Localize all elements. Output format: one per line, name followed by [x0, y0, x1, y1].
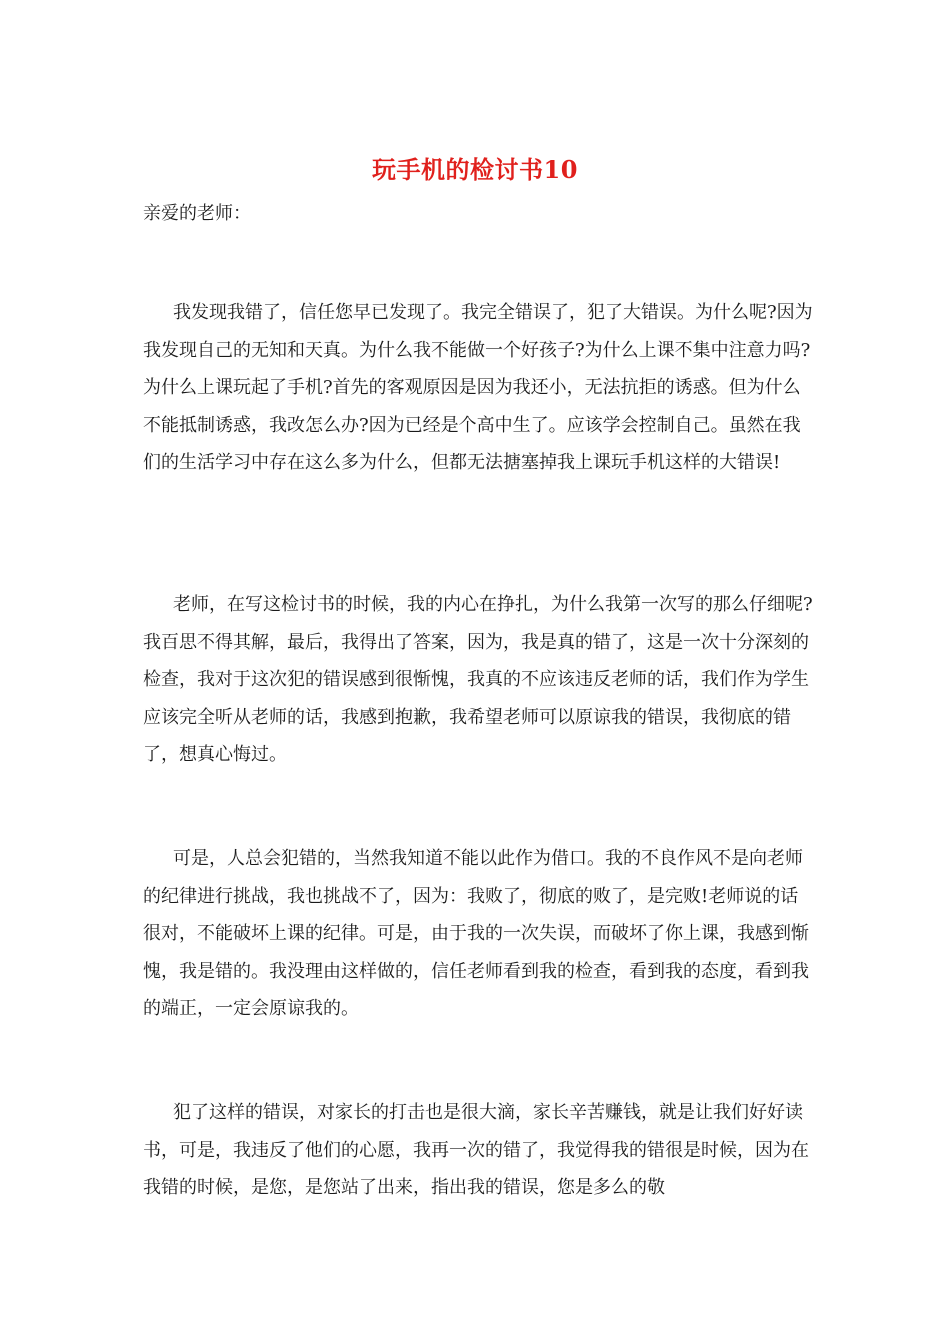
paragraph-3: 可是，人总会犯错的，当然我知道不能以此作为借口。我的不良作风不是向老师的纪律进行挑战，我也挑战不了，因为：我败了，彻底的败了，是完败!老师说的话很对，不能破坏上课的纪律。可是，由于我的一次失误，而破坏了你上课，我感到惭愧，我是错的。我没理由这样做的，信任老师看到我的检查，看到我的态度，看到我的端正，一定会原谅我的。	[143, 848, 809, 1019]
paragraph-4: 犯了这样的错误，对家长的打击也是很大滴，家长辛苦赚钱，就是让我们好好读书，可是，我违反了他们的心愿，我再一次的错了，我觉得我的错很是时候，因为在我错的时候，是您，是您站了出来，指出我的错误，您是多么的敬	[143, 1102, 809, 1198]
salutation: 亲爱的老师：	[143, 203, 251, 224]
document-title: 玩手机的检讨书10	[372, 155, 578, 184]
paragraph-1: 我发现我错了，信任您早已发现了。我完全错误了，犯了大错误。为什么呢?因为我发现自己的无知和天真。为什么我不能做一个好孩子?为什么上课不集中注意力吗?为什么上课玩起了手机?首先的客观原因是因为我还小，无法抗拒的诱惑。但为什么不能抵制诱惑，我改怎么办?因为已经是个高中生了。应该学会控制自己。虽然在我们的生活学习中存在这么多为什么，但都无法搪塞掉我上课玩手机这样的大错误!	[143, 302, 813, 473]
paragraph-2: 老师，在写这检讨书的时候，我的内心在挣扎，为什么我第一次写的那么仔细呢?我百思不得其解，最后，我得出了答案，因为，我是真的错了，这是一次十分深刻的检查，我对于这次犯的错误感到很惭愧，我真的不应该违反老师的话，我们作为学生应该完全听从老师的话，我感到抱歉，我希望老师可以原谅我的错误，我彻底的错了，想真心悔过。	[143, 594, 813, 765]
